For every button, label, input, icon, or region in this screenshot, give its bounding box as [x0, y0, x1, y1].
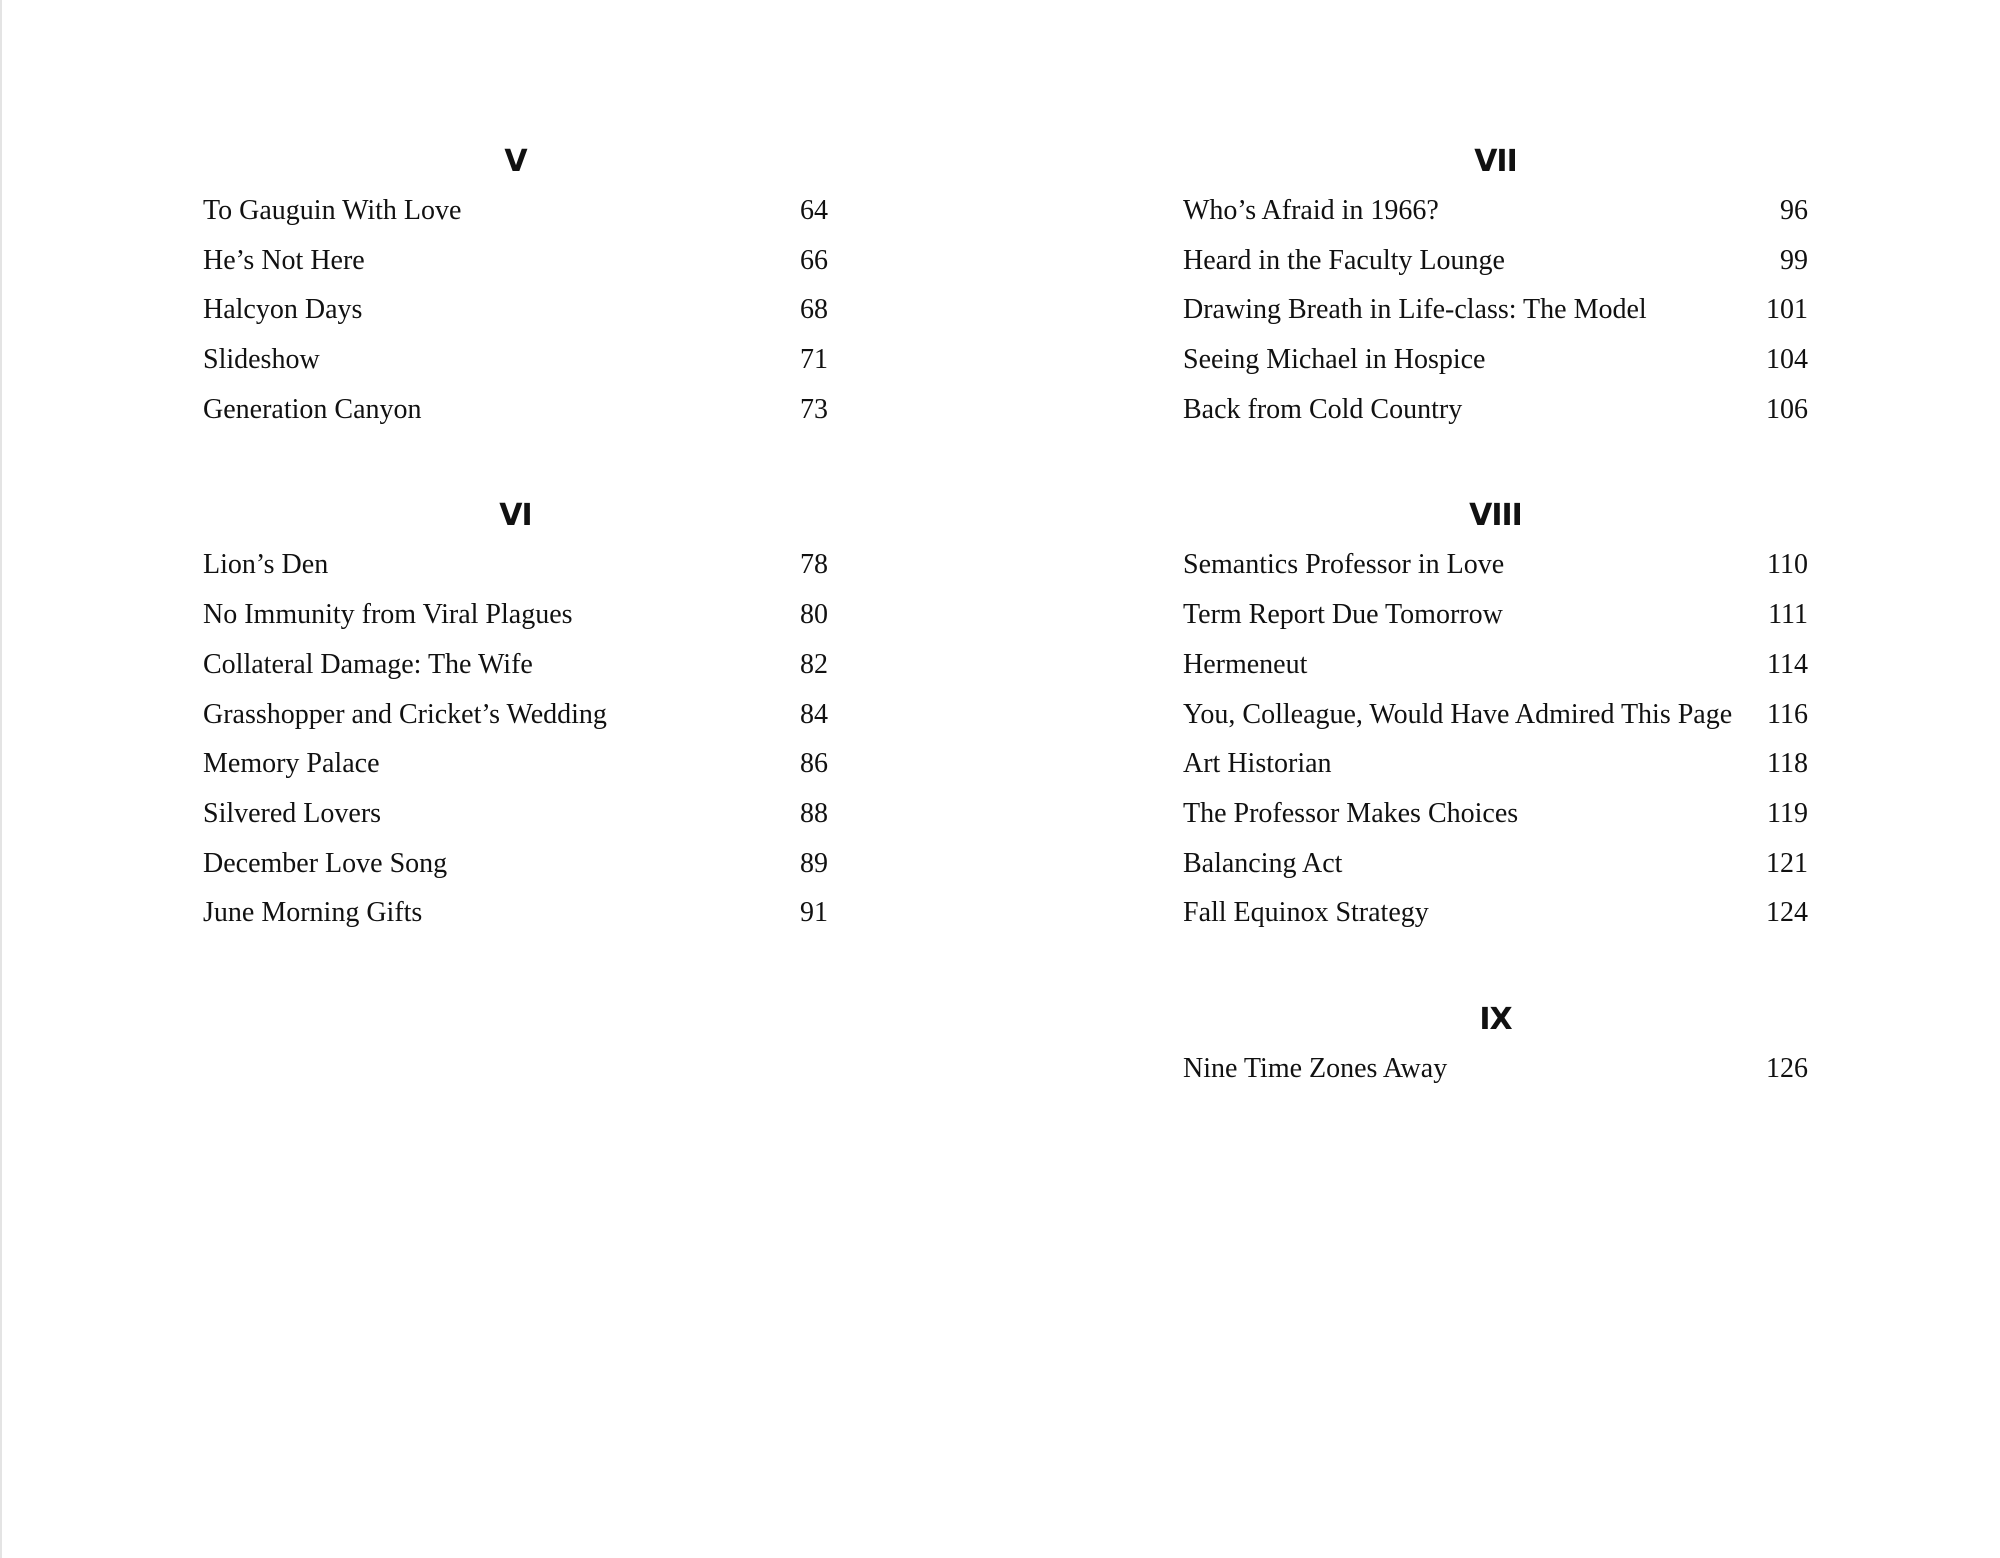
toc-entry[interactable]: [1183, 236, 1808, 286]
entry-title: Slideshow: [203, 344, 320, 376]
entry-title: Balancing Act: [1183, 847, 1343, 879]
entry-page-number: 118: [1767, 748, 1808, 780]
toc-entry[interactable]: [1183, 590, 1808, 640]
toc-entry[interactable]: [1183, 839, 1808, 889]
entry-title: Nine Time Zones Away: [1183, 1052, 1448, 1084]
section-numeral: VI: [499, 498, 532, 534]
entry-list: [203, 540, 828, 938]
entry-page-number: 99: [1780, 244, 1808, 276]
toc-entry[interactable]: [203, 888, 828, 938]
toc-entry[interactable]: [1183, 385, 1808, 435]
entry-title: Silvered Lovers: [203, 797, 382, 829]
entry-page-number: 64: [800, 195, 828, 226]
entry-page-number: 124: [1766, 897, 1808, 929]
section-numeral: V: [504, 144, 527, 179]
entry-page-number: 66: [800, 244, 828, 276]
entry-page-number: 119: [1767, 797, 1808, 829]
toc-entry[interactable]: [203, 640, 828, 690]
entry-page-number: 91: [800, 897, 828, 929]
entry-title: Grasshopper and Cricket’s Wedding: [203, 698, 607, 730]
entry-title: Art Historian: [1183, 748, 1332, 780]
toc-entry[interactable]: [1183, 640, 1808, 690]
toc-section-vi: [203, 492, 828, 938]
entry-title: You, Colleague, Would Have Admired This Page: [1183, 698, 1733, 730]
toc-entry[interactable]: [1183, 690, 1808, 740]
entry-title: Heard in the Faculty Lounge: [1183, 244, 1505, 276]
toc-entry[interactable]: [1183, 540, 1808, 590]
section-numeral: VII: [1474, 144, 1517, 179]
entry-list: [1183, 186, 1808, 434]
toc-entry[interactable]: [1183, 789, 1808, 839]
entry-title: Lion’s Den: [203, 549, 329, 581]
toc-entry[interactable]: [1183, 739, 1808, 789]
entry-page-number: 73: [800, 393, 828, 425]
toc-entry[interactable]: [1183, 1044, 1808, 1094]
toc-column-right: [1183, 138, 1808, 1152]
entry-page-number: 111: [1768, 599, 1808, 631]
entry-page-number: 86: [800, 748, 828, 780]
toc-entry[interactable]: [1183, 285, 1808, 335]
entry-title: Memory Palace: [203, 748, 380, 780]
toc-section-viii: [1183, 492, 1808, 938]
toc-section-v: [203, 138, 828, 434]
entry-list: [1183, 540, 1808, 938]
toc-section-ix: [1183, 996, 1808, 1094]
entry-title: Halcyon Days: [203, 294, 363, 326]
toc-entry[interactable]: [203, 590, 828, 640]
entry-page-number: 106: [1766, 393, 1808, 425]
entry-page-number: 88: [800, 797, 828, 829]
entry-title: Seeing Michael in Hospice: [1183, 344, 1486, 376]
entry-page-number: 68: [800, 294, 828, 326]
entry-title: The Professor Makes Choices: [1183, 797, 1519, 829]
toc-entry[interactable]: [1183, 335, 1808, 385]
entry-page-number: 110: [1767, 549, 1808, 581]
entry-page-number: 89: [800, 847, 828, 879]
entry-title: Back from Cold Country: [1183, 393, 1463, 425]
section-numeral: VIII: [1469, 498, 1522, 534]
entry-title: Collateral Damage: The Wife: [203, 648, 533, 680]
entry-list: [1183, 1044, 1808, 1094]
entry-title: Term Report Due Tomorrow: [1183, 599, 1503, 631]
entry-page-number: 82: [800, 648, 828, 680]
toc-entry[interactable]: [203, 335, 828, 385]
entry-page-number: 71: [800, 344, 828, 376]
entry-page-number: 80: [800, 599, 828, 631]
toc-entry[interactable]: [203, 839, 828, 889]
entry-page-number: 78: [800, 549, 828, 581]
toc-entry[interactable]: [203, 285, 828, 335]
entry-page-number: 96: [1780, 195, 1808, 226]
toc-entry[interactable]: [203, 540, 828, 590]
toc-entry[interactable]: [203, 690, 828, 740]
toc-entry[interactable]: [1183, 186, 1808, 236]
entry-page-number: 121: [1766, 847, 1808, 879]
entry-title: December Love Song: [203, 847, 448, 879]
entry-title: Fall Equinox Strategy: [1183, 897, 1429, 929]
entry-title: Semantics Professor in Love: [1183, 549, 1505, 581]
toc-entry[interactable]: [1183, 888, 1808, 938]
entry-page-number: 104: [1766, 344, 1808, 376]
entry-page-number: 126: [1766, 1052, 1808, 1084]
toc-entry[interactable]: [203, 789, 828, 839]
toc-entry[interactable]: [203, 236, 828, 286]
entry-title: Generation Canyon: [203, 393, 422, 425]
entry-title: No Immunity from Viral Plagues: [203, 599, 573, 631]
entry-title: Who’s Afraid in 1966?: [1183, 195, 1439, 226]
toc-section-vii: [1183, 138, 1808, 434]
section-numeral: IX: [1479, 1001, 1512, 1037]
entry-page-number: 114: [1767, 648, 1808, 680]
entry-title: June Morning Gifts: [203, 897, 423, 929]
entry-list: [203, 186, 828, 434]
entry-title: To Gauguin With Love: [203, 195, 462, 226]
entry-title: Hermeneut: [1183, 648, 1308, 680]
toc-entry[interactable]: [203, 739, 828, 789]
entry-page-number: 101: [1766, 294, 1808, 326]
page-edge: [0, 0, 2, 1558]
entry-page-number: 84: [800, 698, 828, 730]
toc-column-left: [203, 138, 828, 996]
entry-title: Drawing Breath in Life-class: The Model: [1183, 294, 1647, 326]
entry-title: He’s Not Here: [203, 244, 365, 276]
toc-entry[interactable]: [203, 186, 828, 236]
toc-entry[interactable]: [203, 385, 828, 435]
entry-page-number: 116: [1767, 698, 1808, 730]
